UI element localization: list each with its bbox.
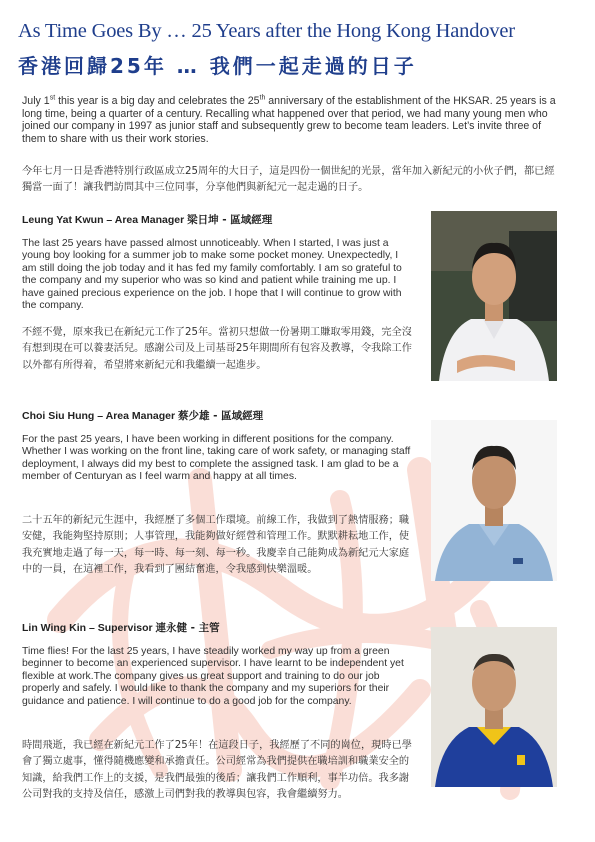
portrait-photo: [431, 420, 557, 581]
person-heading: Choi Siu Hung – Area Manager 蔡少雄 - 區域經理: [22, 410, 264, 422]
person-story-zh: 時間飛逝，我已經在新紀元工作了25年！在這段日子，我經歷了不同的崗位，現時已學會了獨立處事，懂得隨機應變和承擔責任。公司經常為我們提供在職培訓和職業安全的知識，給我們工作上的支援，是我們最強的後盾；讓我們工作順利，事半功倍。我多謝公司對我的支持及信任，感激上司們對我的教導與包容，我會繼續努力。: [22, 740, 412, 800]
person-story-en: For the past 25 years, I have been working in different positions for the company. Whether I was working on the front line, taking care of work safety, or managing staff deployment, I always did my best to complete the assigned task. I am glad to be a member of Centuryan as I feel warm and happy at all times.: [22, 434, 411, 483]
portrait-photo: [431, 627, 557, 787]
person-story-en: The last 25 years have passed almost unnoticeably. When I started, I was just a young boy looking for a summer job to make some pocket money. Unexpectedly, I am still doing the job today and it has fed my family comfortably. I am so grateful to the company and my superior who was so kind and patient while training me up. I have gained precious experience on the job. I hope that I will continue to grow with the company.: [22, 238, 402, 312]
intro-paragraph-zh: 今年七月一日是香港特別行政區成立25周年的大日子，這是四份一個世紀的光景，當年加入新紀元的小伙子們，都已經獨當一面了！讓我們訪問其中三位同事，分享他們與新紀元一起走過的日子。: [22, 166, 555, 193]
page-title-zh: 香港回歸25年 … 我們一起走過的日子: [18, 54, 417, 78]
page-title-en: As Time Goes By … 25 Years after the Hong Kong Handover: [18, 20, 515, 42]
person-story-zh: 二十五年的新紀元生涯中，我經歷了多個工作環境。前線工作，我做到了熱情服務；職安健，我能夠堅持原則；人事管理，我能夠做好經營和管理工作。默默耕耘地工作，使我充實地走過了每一天，每一時、每一刻、每一秒。我慶幸自己能夠成為新紀元大家庭中的一員，在這裡工作，我看到了團結奮進，令我感到快樂溫暖。: [22, 515, 410, 575]
person-heading: Lin Wing Kin – Supervisor 連永健 - 主管: [22, 622, 220, 634]
portrait-photo: [431, 211, 557, 381]
person-heading: Leung Yat Kwun – Area Manager 梁日坤 - 區域經理: [22, 214, 273, 226]
person-story-en: Time flies! For the last 25 years, I have steadily worked my way up from a green beginner to become an experienced supervisor. I have learnt to be independent yet flexible at work.The company gives us great support and training to do our job properly and safely. I would like to thank the company and my superiors for their guidance and patience. I will continue to do a good job for the company.: [22, 646, 404, 707]
person-story-zh: 不經不覺，原來我已在新紀元工作了25年。當初只想做一份暑期工賺取零用錢，完全沒有想到現在可以養妻活兒。感謝公司及上司基哥25年期間所有包容及教導，令我除工作以外都有所得着，希望將來新紀元和我繼續一起進步。: [22, 327, 412, 371]
intro-paragraph-en: July 1st this year is a big day and celebrates the 25th anniversary of the establishment of the HKSAR. 25 years is a long time, being a quarter of a century. Recalling what happened over that period, we had many young men who joined our company in 1997 as junior staff and subsequently grew to become team leaders. Let’s invite three of them to share with us their work stories.: [22, 94, 556, 146]
